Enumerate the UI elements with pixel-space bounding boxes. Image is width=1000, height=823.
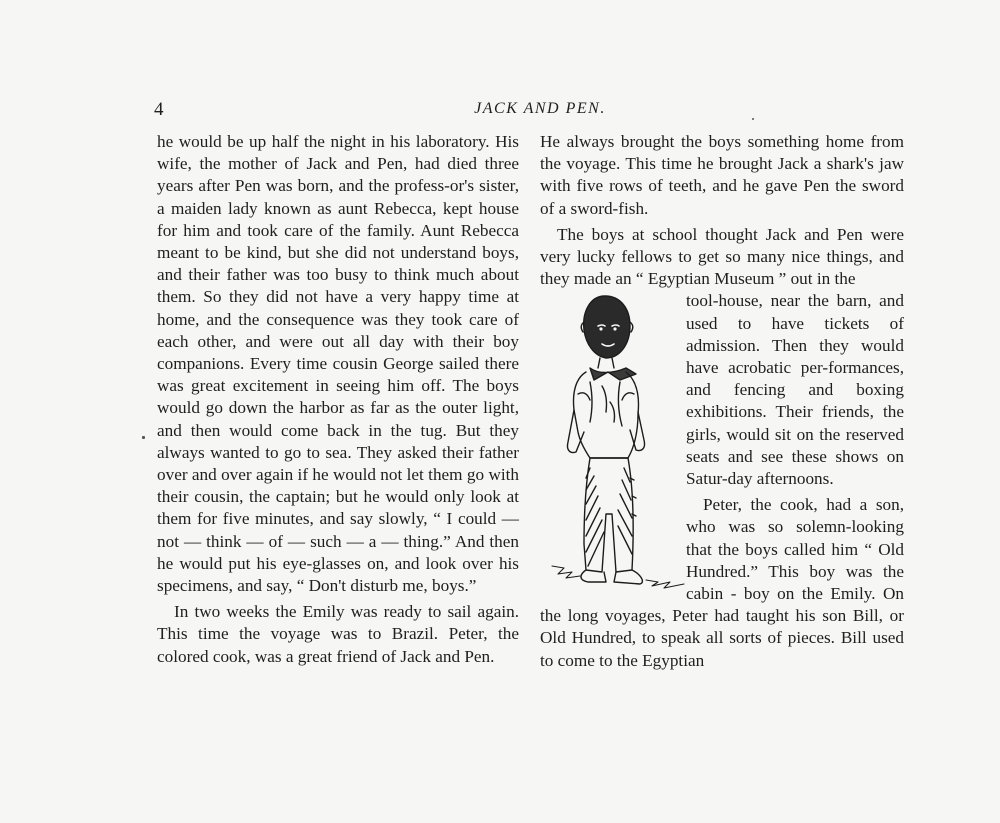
margin-speck (752, 118, 754, 120)
left-paragraph-1: he would be up half the night in his laboratory. His wife, the mother of Jack and Pen, had died three years after Pen was born, and the profess-or's sister, a maiden lady known as aunt Rebecca, kept house for him and took care of the family. Aunt Rebecca meant to be kind, but she did not understand boys, and their father was too busy to think much about them. So they did not have a very happy time at home, and the consequence was they took care of each other, and were out all day with their boy companions. Every time cousin George sailed there was great excitement in seeing him off. The boys would go down the harbor as far as the outer light, and then would come back in the tug. But they always wanted to go to sea. They asked their father over and over again if he would not let them go with their cousin, the captain; but he would only look at them for five minutes, and say slowly, “ I could — not — think — of — such — a — thing.” And then he would put his eye-glasses on, and look over his specimens, and say, “ Don't disturb me, boys.” (157, 132, 519, 596)
boy-illustration (540, 290, 686, 600)
right-paragraph-1: He always brought the boys something home from the voyage. This time he brought Jack a shark's jaw with five rows of teeth, and he gave Pen the sword of a sword-fish. (540, 132, 904, 218)
margin-speck (142, 436, 145, 439)
right-column (540, 131, 904, 672)
right-paragraph-2-lead: The boys at school thought Jack and Pen were very lucky fellows to get so many nice things, and they made an “ Egyptian Museum ” out in the (540, 224, 904, 289)
left-paragraph-2: In two weeks the Emily was ready to sail again. This time the voyage was to Brazil. Peter, the colored cook, was a great friend of Jack and Pen. (157, 602, 519, 666)
page-number: 4 (154, 99, 164, 120)
right-paragraph-2-wrap: tool-house, near the barn, and used to have tickets of admission. Then they would have acrobatic per-formances, and fencing and boxing exhibitions. Their friends, the girls, would sit on the reserved seats and see these shows on Satur-day afternoons. (686, 291, 904, 489)
left-column (157, 131, 519, 668)
boy-illustration-icon (550, 282, 690, 594)
right-paragraph-3: Peter, the cook, had a son, who was so solemn-looking that the boys called him “ Old Hundred.” This boy was the cabin - boy on the Emily. On the long voyages, Peter had taught his son Bill, or Old Hundred, to speak all sorts of pieces. Bill used to come to the Egyptian (540, 495, 904, 670)
running-head: JACK AND PEN. (474, 100, 606, 117)
